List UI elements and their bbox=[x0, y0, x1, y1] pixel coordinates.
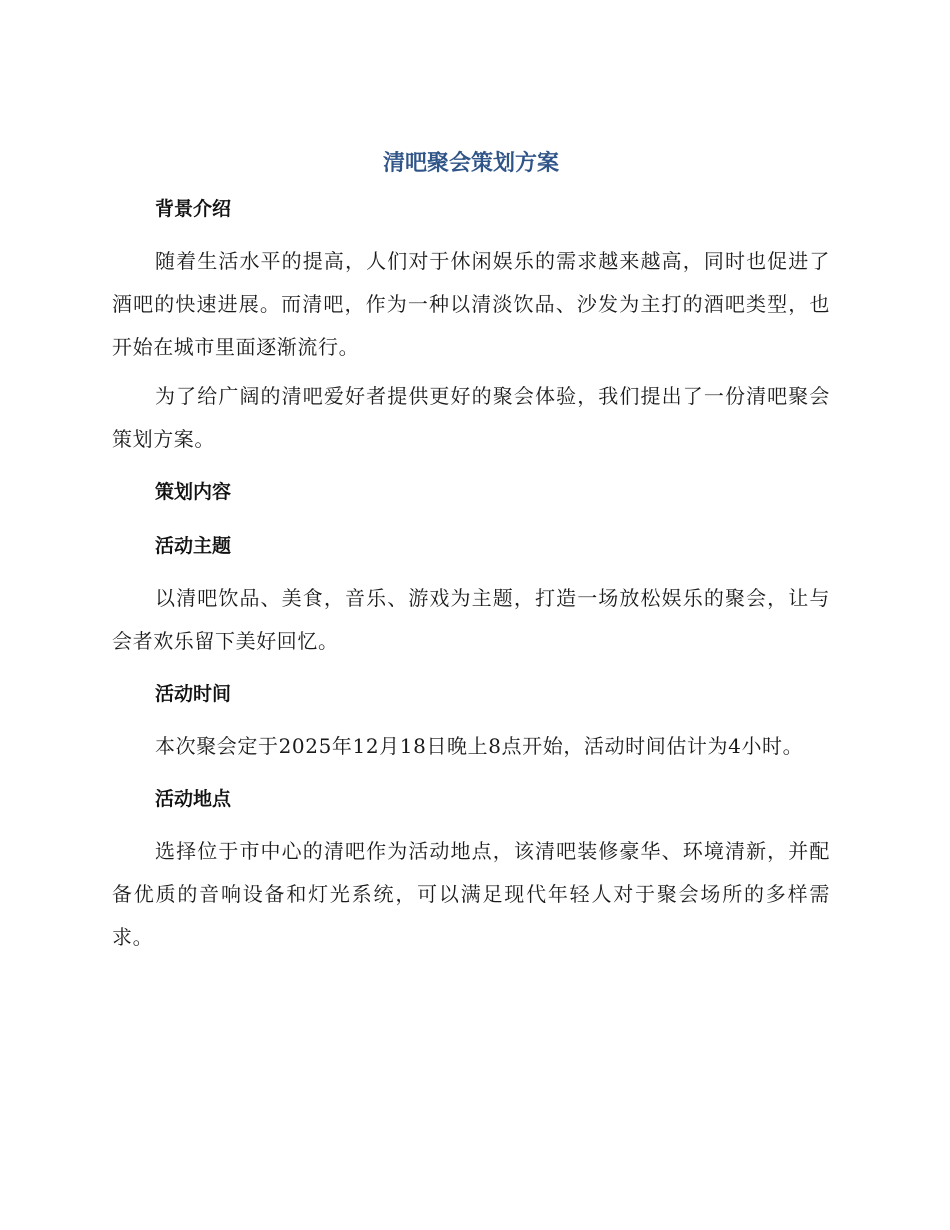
heading-plan: 策划内容 bbox=[155, 481, 232, 503]
heading-theme: 活动主题 bbox=[155, 535, 232, 557]
heading-time: 活动时间 bbox=[155, 683, 232, 705]
document-page bbox=[112, 146, 830, 959]
paragraph-background-1: 随着生活水平的提高，人们对于休闲娱乐的需求越来越高，同时也促进了酒吧的快速进展。而清吧，作为一种以清淡饮品、沙发为主打的酒吧类型，也开始在城市里面逐渐流行。 bbox=[112, 249, 830, 359]
heading-venue: 活动地点 bbox=[155, 788, 232, 810]
paragraph-venue: 选择位于市中心的清吧作为活动地点，该清吧装修豪华、环境清新，并配备优质的音响设备和灯光系统，可以满足现代年轻人对于聚会场所的多样需求。 bbox=[112, 839, 830, 949]
paragraph-theme: 以清吧饮品、美食，音乐、游戏为主题，打造一场放松娱乐的聚会，让与会者欢乐留下美好回忆。 bbox=[112, 586, 830, 653]
document-title: 清吧聚会策划方案 bbox=[382, 151, 559, 176]
paragraph-background-2: 为了给广阔的清吧爱好者提供更好的聚会体验，我们提出了一份清吧聚会策划方案。 bbox=[112, 384, 830, 451]
heading-background: 背景介绍 bbox=[155, 198, 232, 220]
paragraph-time: 本次聚会定于2025年12月18日晚上8点开始，活动时间估计为4小时。 bbox=[155, 734, 804, 758]
